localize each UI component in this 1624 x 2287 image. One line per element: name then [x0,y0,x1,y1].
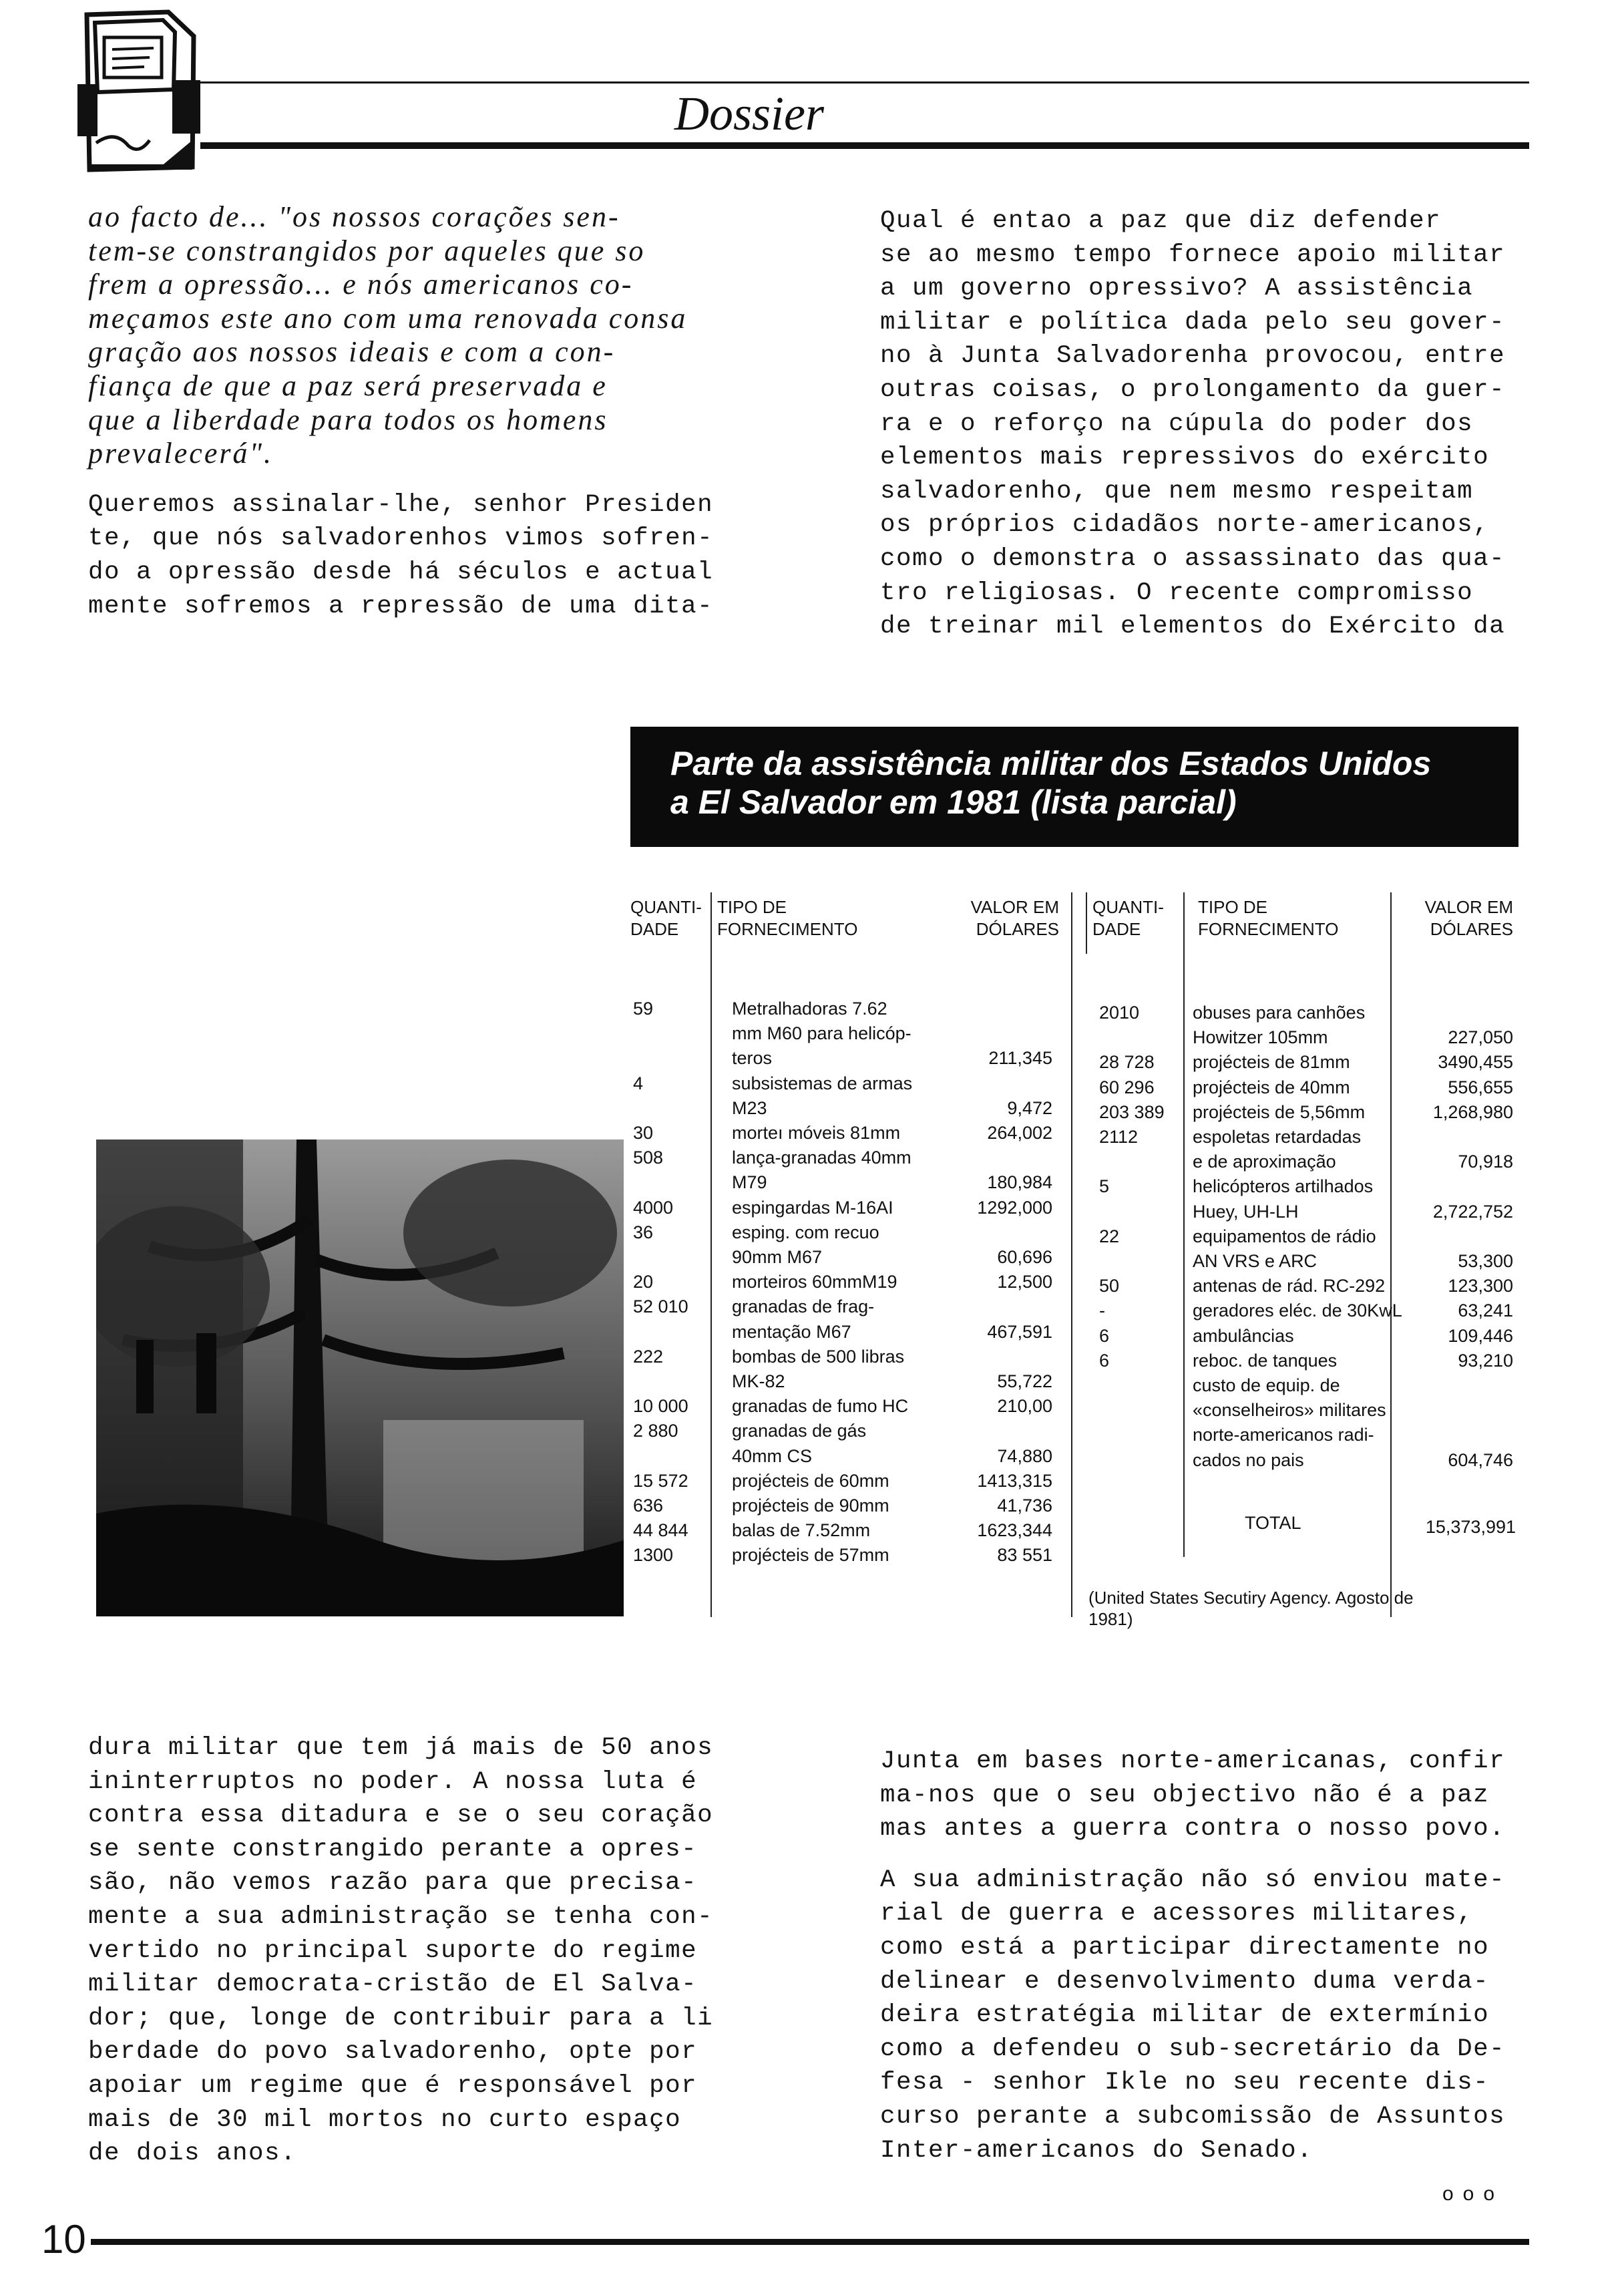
row-item: cados no pais [1193,1449,1304,1470]
row-quantity: 52 010 [633,1296,688,1317]
row-item: granadas de gás [732,1421,867,1441]
text-line: te, que nós salvadorenhos vimos sofren- [88,524,714,553]
header-value [944,896,1059,940]
body-paragraph [880,204,1555,644]
row-value: 467,591 [987,1321,1052,1342]
column-right-top [880,204,1555,661]
row-quantity: 10 000 [633,1396,688,1417]
row-item: «conselheiros» militares [1193,1400,1386,1421]
row-item: MK-82 [732,1371,785,1391]
body-paragraph [88,488,763,623]
row-item: granadas de frag- [732,1296,875,1317]
row-quantity: 22 [1099,1226,1120,1246]
text-line: no à Junta Salvadorenha provocou, entre [880,342,1506,371]
source-line: 1981) [1088,1609,1133,1629]
row-item: custo de equip. de [1193,1375,1340,1395]
row-item: antenas de rád. RC-292 [1193,1276,1386,1296]
column-divider [1071,892,1072,1617]
row-item: lança-granadas 40mm [732,1148,911,1168]
column-left-bottom [88,1731,763,2188]
row-value: 53,300 [1458,1251,1513,1271]
row-value: 41,736 [997,1496,1052,1516]
header-text: DÓLARES [976,919,1059,939]
row-value: 55,722 [997,1371,1052,1391]
text-line: salvadorenho, que nem mesmo respeitam [880,477,1474,506]
row-value: 2,722,752 [1432,1201,1513,1222]
header-rule-thin [200,81,1529,83]
row-value: 1,268,980 [1432,1101,1513,1122]
header-rule-thick [200,142,1529,149]
text-line: contra essa ditadura e se o seu coração [88,1801,714,1830]
row-quantity: 50 [1099,1276,1120,1296]
row-value: 63,241 [1458,1300,1513,1321]
table-banner [630,727,1518,847]
row-quantity: 2112 [1099,1127,1139,1147]
text-line: ao facto de... "os nossos corações sen- [88,200,620,233]
header-text: VALOR EM [1424,897,1513,917]
column-left-top [88,200,763,641]
row-quantity: 30 [633,1123,654,1143]
row-item: Metralhadoras 7.62 [732,999,887,1019]
row-quantity: 2010 [1099,1003,1140,1023]
total-label: TOTAL [1245,1513,1301,1533]
header-type [1198,896,1338,940]
row-item: 40mm CS [732,1445,813,1466]
text-line: de treinar mil elementos do Exército da [880,612,1506,641]
page-number: 10 [41,2217,86,2262]
text-line: meçamos este ano com uma renovada consa [88,301,688,335]
row-quantity: 28 728 [1099,1052,1155,1073]
row-item: helicópteros artilhados [1193,1176,1374,1197]
text-line: curso perante a subcomissão de Assuntos [880,2102,1506,2131]
row-value: 83 551 [997,1545,1052,1566]
text-line: se ao mesmo tempo fornece apoio militar [880,240,1506,269]
text-line: do a opressão desde há séculos e actual [88,558,714,586]
row-item: reboc. de tanques [1193,1350,1338,1371]
row-item: Howitzer 105mm [1193,1027,1328,1048]
row-value: 123,300 [1448,1276,1513,1296]
banner-line: Parte da assistência militar dos Estados Unidos [670,745,1432,782]
row-value: 604,746 [1448,1449,1513,1470]
assistance-table [630,892,1518,1638]
row-item: espoletas retardadas [1193,1127,1362,1147]
text-line: A sua administração não só enviou mate- [880,1866,1506,1894]
dossier-logo [75,9,208,176]
text-line: Qual é entao a paz que diz defender [880,207,1442,235]
header-type [717,896,857,940]
text-line: Queremos assinalar-lhe, senhor Presiden [88,490,714,519]
header-text: QUANTI- [1092,897,1164,917]
row-item: projécteis de 60mm [732,1470,889,1491]
text-line: prevalecerá". [88,437,273,470]
row-value: 1292,000 [977,1197,1052,1218]
row-quantity: 59 [633,999,654,1019]
row-item: equipamentos de rádio [1193,1226,1376,1246]
header-text: DADE [630,919,679,939]
column-right-bottom [880,1745,1555,2185]
row-value: 211,345 [988,1048,1052,1069]
text-line: ma-nos que o seu objectivo não é a paz [880,1781,1490,1809]
text-line: Junta em bases norte-americanas, confir [880,1747,1506,1775]
row-quantity: 15 572 [633,1470,688,1491]
row-item: e de aproximação [1193,1152,1336,1172]
row-value: 3490,455 [1438,1052,1513,1073]
text-line: dor; que, longe de contribuir para a li [88,2004,714,2033]
text-line: deira estratégia militar de extermínio [880,2001,1490,2030]
row-quantity: 4000 [633,1197,674,1218]
row-item: teros [732,1048,773,1069]
banner-line: a El Salvador em 1981 (lista parcial) [670,783,1237,821]
row-item: AN VRS e ARC [1193,1251,1317,1271]
header-text: DÓLARES [1430,919,1513,939]
text-line: outras coisas, o prolongamento da guer- [880,375,1506,404]
photo-image [96,1139,624,1616]
text-line: frem a opressão... e nós americanos co- [88,268,634,301]
text-line: fesa - senhor Ikle no seu recente dis- [880,2069,1490,2097]
row-value: 93,210 [1458,1350,1513,1371]
text-line: como o demonstra o assassinato das qua- [880,544,1506,573]
column-divider [1183,892,1185,1557]
row-value: 70,918 [1458,1152,1513,1172]
end-mark: ooo [1442,2183,1504,2205]
text-line: mas antes a guerra contra o nosso povo. [880,1815,1506,1843]
text-line: elementos mais repressivos do exército [880,444,1490,472]
row-item: subsistemas de armas [732,1073,913,1093]
text-line: militar democrata-cristão de El Salva- [88,1970,698,1999]
row-quantity: 36 [633,1222,654,1242]
column-divider [710,892,712,1617]
header-quantity [1092,896,1164,940]
header-text: QUANTI- [630,897,702,917]
row-item: ambulâncias [1193,1325,1294,1346]
row-quantity: 44 844 [633,1520,688,1541]
row-item: projécteis de 90mm [732,1496,889,1516]
text-line: de dois anos. [88,2139,297,2168]
row-item: Huey, UH-LH [1193,1201,1299,1222]
row-quantity: 6 [1099,1350,1110,1371]
row-item: mm M60 para helicóp- [732,1023,911,1044]
row-item: projécteis de 5,56mm [1193,1101,1366,1122]
text-line: como a defendeu o sub-secretário da De- [880,2035,1506,2063]
row-value: 9,472 [1007,1097,1052,1118]
row-quantity: 5 [1099,1176,1110,1197]
row-item: bombas de 500 libras [732,1346,905,1367]
text-line: que a liberdade para todos os homens [88,403,608,436]
source-note [1088,1587,1516,1630]
header-value [1398,896,1513,940]
text-line: vertido no principal suporte do regime [88,1936,698,1965]
row-item: M23 [732,1097,767,1118]
row-quantity: 20 [633,1272,654,1292]
text-line: Inter-americanos do Senado. [880,2136,1313,2165]
row-quantity: 6 [1099,1325,1110,1346]
header-text: VALOR EM [970,897,1059,917]
text-line: mente sofremos a repressão de uma dita- [88,592,714,621]
row-quantity: 222 [633,1346,664,1367]
row-value: 12,500 [997,1272,1052,1292]
row-item: geradores eléc. de 30KwL [1193,1300,1402,1321]
text-line: são, não vemos razão para que precisa- [88,1869,698,1898]
text-line: tem-se constrangidos por aqueles que so [88,234,646,267]
footer-rule [91,2239,1529,2245]
row-value: 556,655 [1448,1077,1513,1097]
row-item: projécteis de 40mm [1193,1077,1350,1097]
logo-illustration [75,9,208,176]
row-value: 227,050 [1448,1027,1513,1048]
row-value: 109,446 [1448,1325,1513,1346]
text-line: os próprios cidadãos norte-americanos, [880,511,1490,540]
header-text: FORNECIMENTO [1198,919,1339,939]
row-value: 1623,344 [977,1520,1052,1541]
text-line: tro religiosas. O recente compromisso [880,578,1474,607]
row-item: norte-americanos radi- [1193,1425,1374,1445]
header-text: TIPO DE [1198,897,1268,917]
row-quantity: 4 [633,1073,644,1093]
text-line: como está a participar directamente no [880,1933,1490,1962]
header-text: DADE [1092,919,1141,939]
row-value: 60,696 [997,1247,1052,1267]
text-line: mente a sua administração se tenha con- [88,1902,714,1931]
row-item: morteı móveis 81mm [732,1123,901,1143]
row-value: 180,984 [987,1172,1052,1193]
row-item: projécteis de 57mm [732,1545,889,1566]
text-line: rial de guerra e acessores militares, [880,1900,1474,1928]
source-line: (United States Secutiry Agency. Agosto de [1088,1588,1414,1608]
text-line: dura militar que tem já mais de 50 anos [88,1734,714,1762]
row-item: balas de 7.52mm [732,1520,871,1541]
row-quantity: 636 [633,1496,664,1516]
row-quantity: 60 296 [1099,1077,1155,1097]
text-line: ra e o reforço na cúpula do poder dos [880,409,1474,438]
row-quantity: 203 389 [1099,1101,1165,1122]
row-item: obuses para canhões [1193,1003,1366,1023]
row-quantity: - [1099,1300,1105,1321]
row-value: 74,880 [997,1445,1052,1466]
row-value: 264,002 [987,1123,1052,1143]
section-title: Dossier [674,87,825,140]
text-line: se sente constrangido perante a opres- [88,1835,698,1864]
row-item: morteiros 60mmM19 [732,1272,897,1292]
row-quantity: 508 [633,1148,664,1168]
row-quantity: 2 880 [633,1421,678,1441]
header-quantity [630,896,702,940]
text-line: a um governo opressivo? A assistência [880,275,1474,303]
row-value: 210,00 [997,1396,1052,1417]
text-line: mais de 30 mil mortos no curto espaço [88,2105,682,2134]
body-paragraph [880,1864,1555,2167]
body-paragraph [880,1745,1555,1846]
row-item: M79 [732,1172,767,1193]
row-item: mentação M67 [732,1321,851,1342]
text-line: ininterruptos no poder. A nossa luta é [88,1767,698,1796]
column-divider [1390,892,1392,1617]
body-paragraph [88,1731,763,2171]
text-line: apoiar um regime que é responsável por [88,2071,698,2100]
row-item: espingardas M-16AI [732,1197,893,1218]
photo [96,1139,624,1616]
row-item: esping. com recuo [732,1222,879,1242]
header-text: TIPO DE [717,897,787,917]
row-value: 1413,315 [977,1470,1052,1491]
text-line: berdade do povo salvadorenho, opte por [88,2038,698,2067]
row-quantity: 1300 [633,1545,674,1566]
text-line: gração aos nossos ideais e com a con- [88,335,616,369]
row-item: projécteis de 81mm [1193,1052,1350,1073]
total-value: 15,373,991 [1425,1517,1516,1537]
text-line: fiança de que a paz será preservada e [88,369,608,402]
row-item: granadas de fumo HC [732,1396,909,1417]
text-line: delinear e desenvolvimento duma verda- [880,1967,1490,1996]
text-line: militar e política dada pelo seu gover- [880,308,1506,337]
column-divider [1086,892,1087,954]
row-item: 90mm M67 [732,1247,823,1267]
quote-paragraph [88,200,763,471]
header-text: FORNECIMENTO [717,919,858,939]
